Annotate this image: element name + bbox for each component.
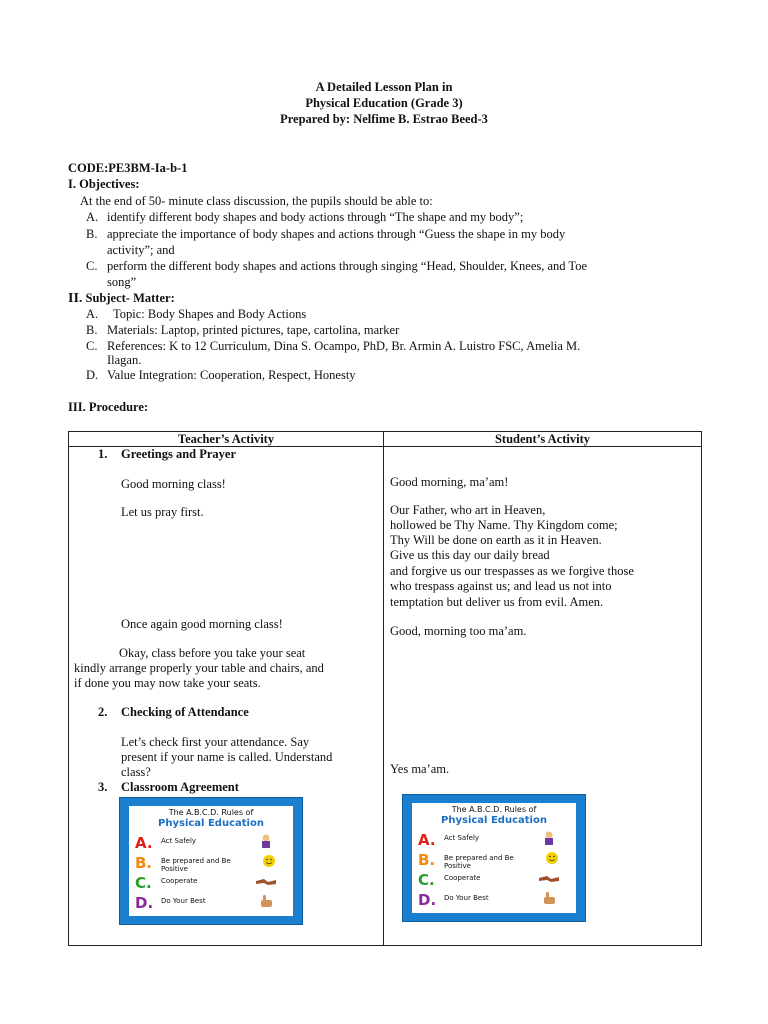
teacher-line: Okay, class before you take your seat bbox=[119, 646, 306, 660]
teacher-line: if done you may now take your seats. bbox=[74, 676, 261, 690]
title-line-3: Prepared by: Nelfime B. Estrao Beed-3 bbox=[280, 112, 488, 126]
list-item: Topic: Body Shapes and Body Actions bbox=[113, 307, 307, 321]
rule-text: Do Your Best bbox=[161, 897, 206, 905]
list-item: References: K to 12 Curriculum, Dina S. Ocampo, PhD, Br. Armin A. Luistro FSC, Amelia M. bbox=[107, 339, 581, 353]
list-item-continued: song” bbox=[107, 275, 137, 289]
rule-text: Act Safely bbox=[444, 834, 480, 842]
list-item-continued: activity”; and bbox=[107, 243, 175, 257]
smiley-icon bbox=[255, 854, 277, 868]
prayer-line: Thy Will be done on earth as it in Heaven. bbox=[390, 533, 602, 547]
teacher-line: Let’s check first your attendance. Say bbox=[121, 735, 310, 749]
subject-matter-numeral: II. bbox=[68, 291, 83, 306]
rule-letter: C. bbox=[135, 874, 152, 892]
student-column-header: Student’s Activity bbox=[384, 432, 702, 447]
subject-matter-title: Subject- Matter: bbox=[82, 291, 175, 305]
list-item: Value Integration: Cooperation, Respect, Honesty bbox=[107, 368, 356, 382]
objectives-intro: At the end of 50- minute class discussion, the pupils should be able to: bbox=[80, 194, 433, 208]
activity-table bbox=[68, 431, 702, 946]
student-line: Yes ma’am. bbox=[390, 762, 450, 776]
poster-title: Physical Education bbox=[441, 815, 547, 826]
list-item: identify different body shapes and body actions through “The shape and my body”; bbox=[107, 210, 524, 224]
list-marker: C. bbox=[86, 339, 98, 353]
list-marker: A. bbox=[86, 210, 99, 224]
rule-letter: D. bbox=[135, 894, 154, 912]
kid-icon bbox=[538, 831, 560, 845]
rule-letter: A. bbox=[418, 831, 436, 849]
list-item: Materials: Laptop, printed pictures, tape, cartolina, marker bbox=[107, 323, 400, 337]
prayer-line: temptation but deliver us from evil. Amen. bbox=[390, 595, 604, 609]
list-marker: D. bbox=[86, 368, 99, 382]
student-activity-cell bbox=[384, 447, 702, 946]
classroom-rules-poster bbox=[119, 797, 303, 925]
step-title: Checking of Attendance bbox=[121, 705, 249, 719]
step-number: 3. bbox=[98, 780, 108, 794]
handshake-icon bbox=[255, 874, 277, 888]
list-marker: B. bbox=[86, 227, 98, 241]
step-title: Greetings and Prayer bbox=[121, 447, 237, 461]
poster-subtitle: The A.B.C.D. Rules of bbox=[168, 808, 254, 817]
prayer-line: hollowed be Thy Name. Thy Kingdom come; bbox=[390, 518, 618, 532]
prayer-line: who trespass against us; and lead us not into bbox=[390, 579, 612, 593]
step-number: 1. bbox=[98, 447, 108, 461]
teacher-activity-cell bbox=[69, 447, 384, 946]
classroom-rules-poster bbox=[402, 794, 586, 922]
rule-text: Do Your Best bbox=[444, 894, 489, 902]
student-line: Good, morning too ma’am. bbox=[390, 624, 527, 638]
list-marker: B. bbox=[86, 323, 98, 337]
kid-icon bbox=[255, 834, 277, 848]
objectives-heading: I. Objectives: bbox=[68, 177, 140, 191]
rule-text: Cooperate bbox=[161, 877, 198, 885]
procedure-heading: III. Procedure: bbox=[68, 400, 149, 414]
teacher-line: Let us pray first. bbox=[121, 505, 204, 519]
step-title: Classroom Agreement bbox=[121, 780, 239, 794]
list-item-continued: Ilagan. bbox=[107, 353, 142, 367]
poster-title: Physical Education bbox=[158, 818, 264, 829]
rule-text: Be prepared and Be Positive bbox=[444, 854, 514, 870]
thumbs-up-icon bbox=[255, 894, 277, 908]
teacher-column-header: Teacher’s Activity bbox=[69, 432, 384, 447]
list-marker: A. bbox=[86, 307, 99, 321]
teacher-line: Once again good morning class! bbox=[121, 617, 283, 631]
rule-text: Act Safely bbox=[161, 837, 197, 845]
teacher-line: class? bbox=[121, 765, 151, 779]
handshake-icon bbox=[538, 871, 560, 885]
rule-letter: B. bbox=[418, 851, 436, 869]
thumbs-up-icon bbox=[538, 891, 560, 905]
title-line-2: Physical Education (Grade 3) bbox=[305, 96, 463, 110]
list-item: appreciate the importance of body shapes and actions through “Guess the shape in my body bbox=[107, 227, 566, 241]
prayer-line: Give us this day our daily bread bbox=[390, 548, 550, 562]
rule-letter: D. bbox=[418, 891, 437, 909]
prayer-line: and forgive us our trespasses as we forgive those bbox=[390, 564, 634, 578]
rule-letter: B. bbox=[135, 854, 153, 872]
smiley-icon bbox=[538, 851, 560, 865]
teacher-line: present if your name is called. Understand bbox=[121, 750, 333, 764]
title-line-1: A Detailed Lesson Plan in bbox=[315, 80, 453, 94]
teacher-line: kindly arrange properly your table and chairs, and bbox=[74, 661, 324, 675]
poster-subtitle: The A.B.C.D. Rules of bbox=[451, 805, 537, 814]
teacher-line: Good morning class! bbox=[121, 477, 226, 491]
rule-text: Cooperate bbox=[444, 874, 481, 882]
list-marker: C. bbox=[86, 259, 98, 273]
student-line: Good morning, ma’am! bbox=[390, 475, 509, 489]
lesson-code: CODE:PE3BM-Ia-b-1 bbox=[68, 161, 188, 175]
rule-letter: A. bbox=[135, 834, 153, 852]
rule-letter: C. bbox=[418, 871, 435, 889]
prayer-line: Our Father, who art in Heaven, bbox=[390, 503, 546, 517]
rule-text: Be prepared and Be Positive bbox=[161, 857, 231, 873]
list-item: perform the different body shapes and actions through singing “Head, Shoulder, Knees, and Toe bbox=[107, 259, 587, 273]
subject-matter-heading bbox=[68, 291, 175, 306]
step-number: 2. bbox=[98, 705, 108, 719]
